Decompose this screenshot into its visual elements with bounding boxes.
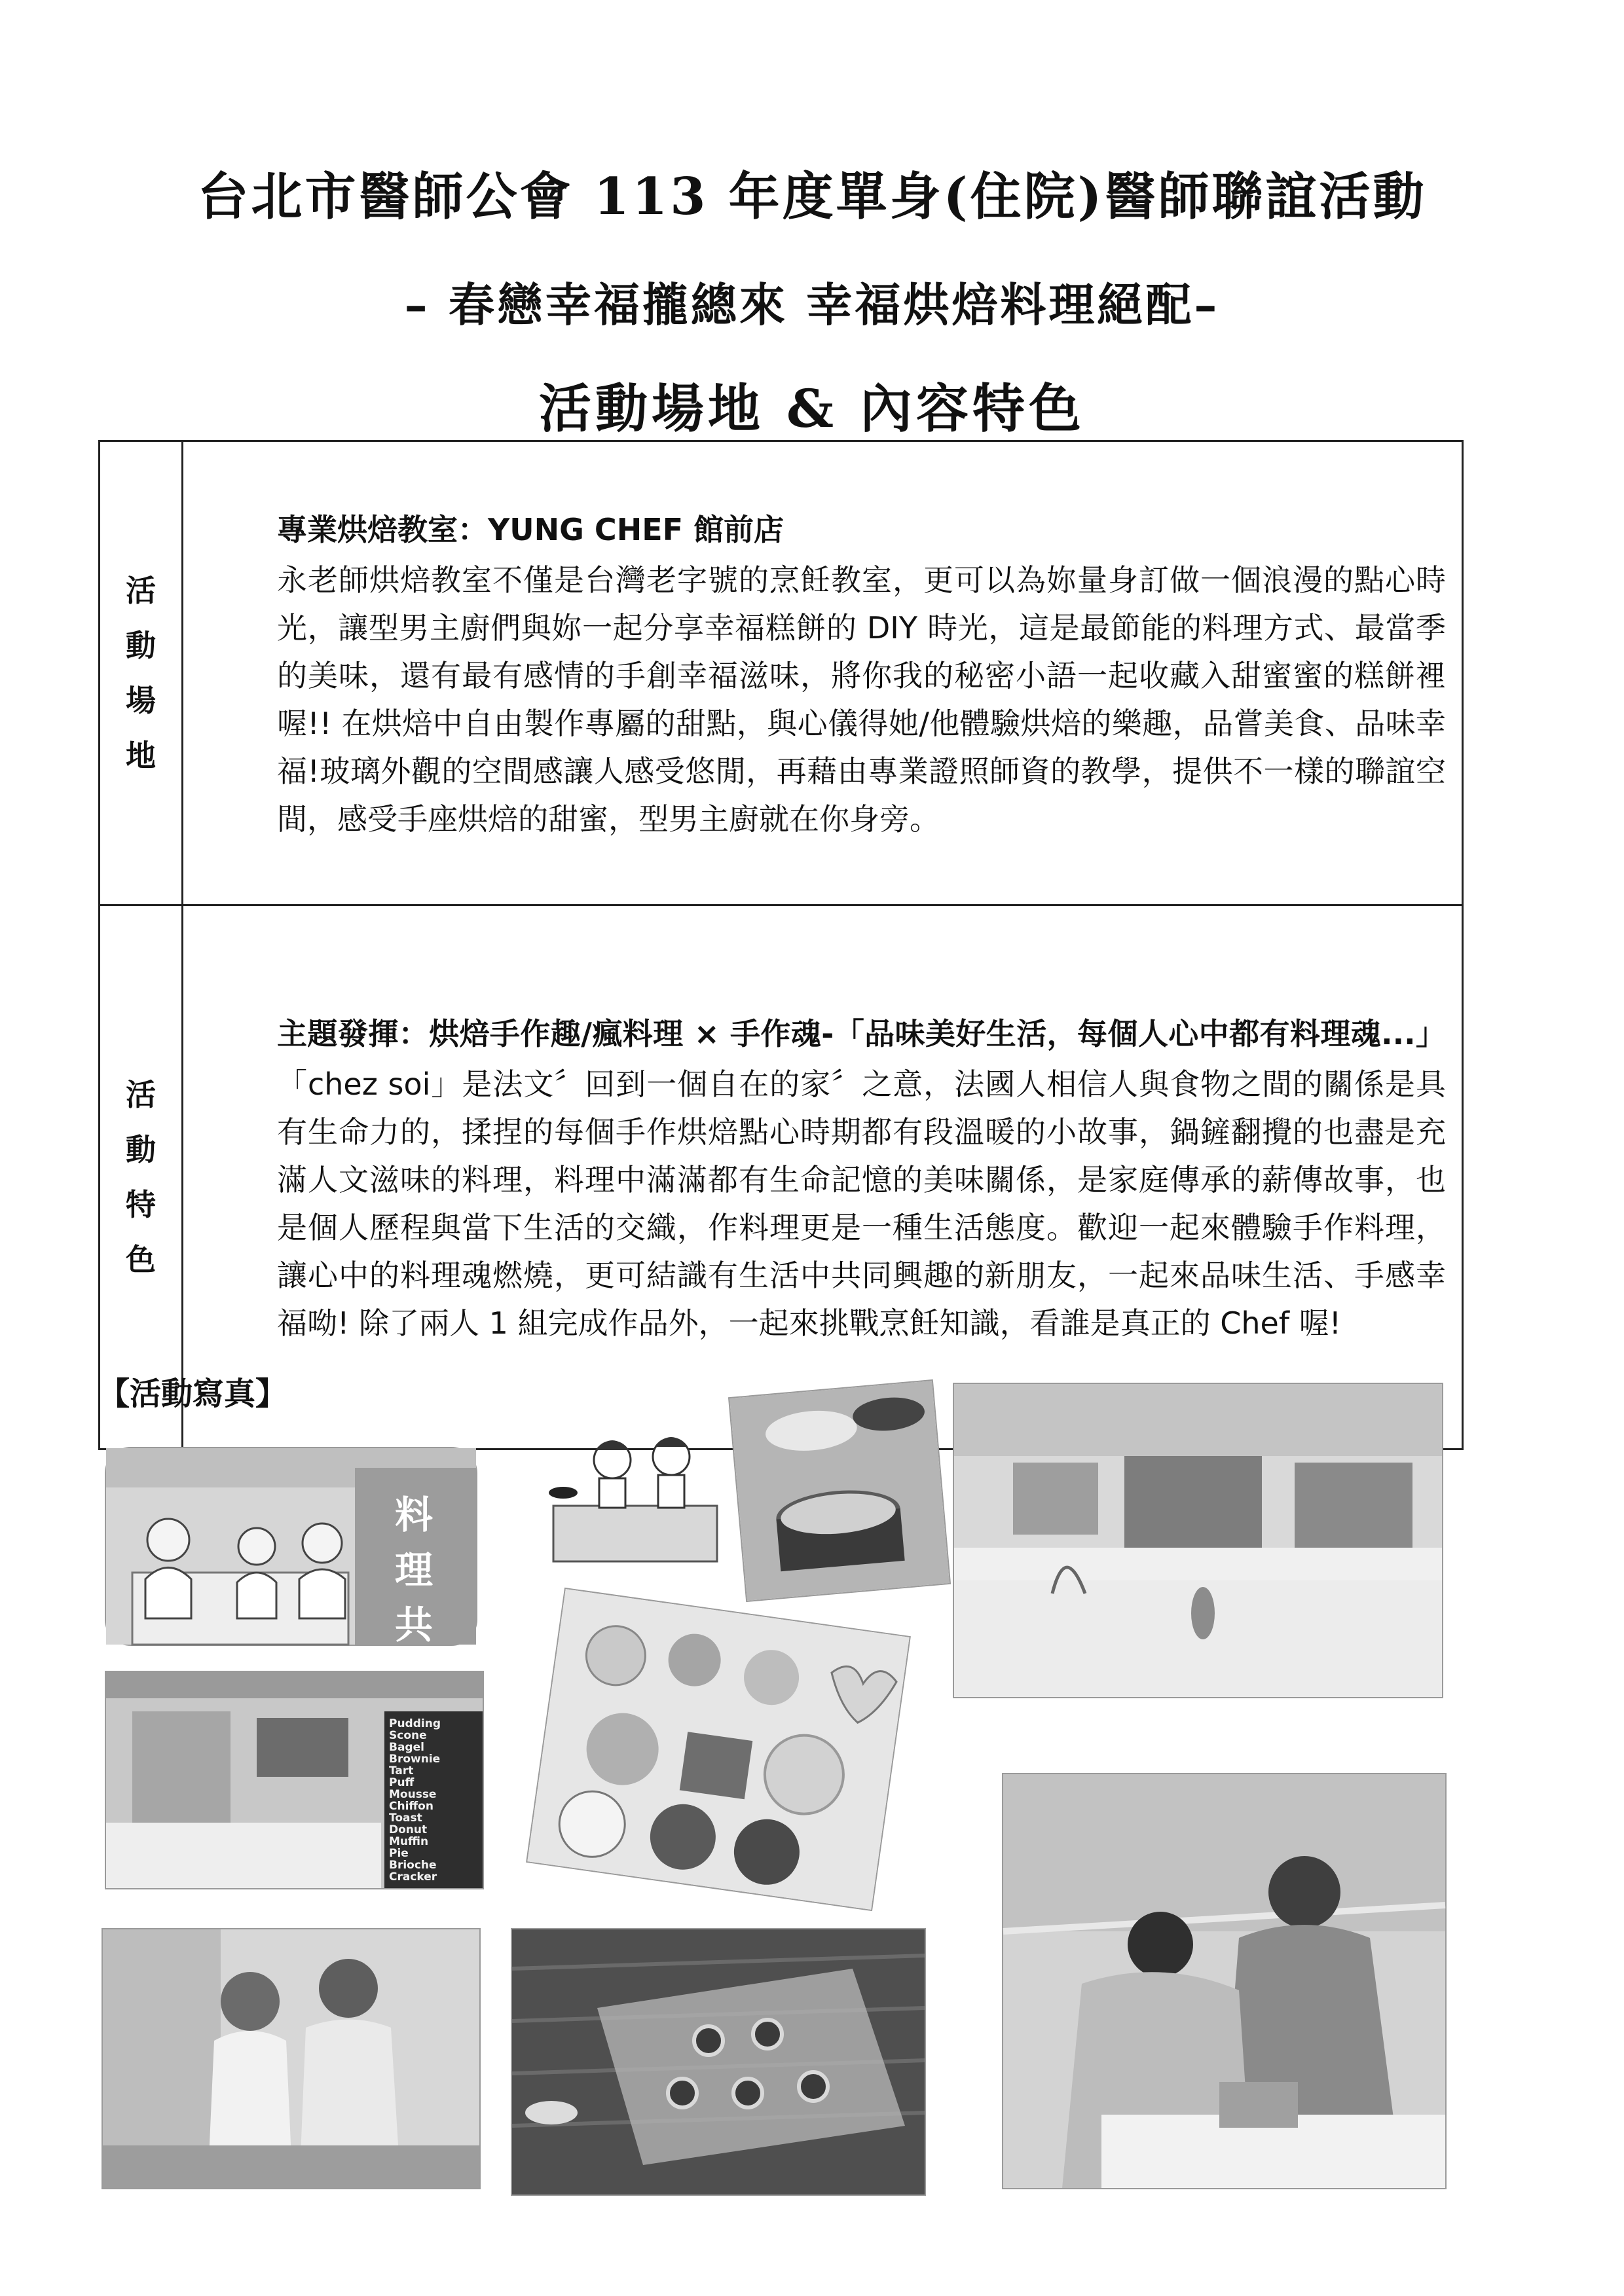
photos-label: 【活動寫真】 (98, 1376, 287, 1412)
features-paragraph (277, 1007, 1446, 1347)
features-side-label (100, 905, 183, 1449)
page-title: 台北市醫師公會 113 年度單身(住院)醫師聯誼活動 (197, 167, 1427, 227)
venue-side-char: 動 (126, 628, 156, 663)
classroom-photo (953, 1383, 1443, 1698)
venue-content (183, 441, 1463, 905)
cartoon-kitchen-photo (105, 1447, 477, 1646)
features-side-char: 特 (126, 1187, 156, 1222)
pastries-board-photo (511, 1928, 926, 2196)
couple-baking-photo (1002, 1773, 1447, 2189)
features-row (100, 905, 1463, 1449)
features-side-char: 色 (126, 1242, 156, 1277)
poster-word: Donut (389, 1823, 428, 1836)
features-side-char: 動 (126, 1132, 156, 1167)
venue-row (100, 441, 1463, 905)
poster-word: Cracker (389, 1870, 437, 1884)
poster-word: Chiffon (389, 1800, 434, 1813)
venue-side-label (100, 441, 183, 905)
poster-word: Pudding (389, 1717, 441, 1730)
venue-side-char: 活 (126, 573, 156, 608)
info-table (98, 440, 1464, 1450)
venue-heading: 專業烘焙教室：YUNG CHEF 館前店 (277, 512, 784, 547)
chefs-illustration (534, 1427, 730, 1561)
poster-word: Bagel (389, 1741, 424, 1754)
poster-word: Pie (389, 1847, 409, 1860)
dessert-poster (389, 1718, 481, 1883)
features-side-char: 活 (126, 1077, 156, 1112)
venue-side-char: 地 (126, 738, 156, 773)
poster-word: Mousse (389, 1788, 437, 1801)
cookies-photo (526, 1588, 911, 1911)
poster-word: Toast (389, 1812, 422, 1825)
poster-word: Puff (389, 1776, 415, 1789)
poster-word: Tart (389, 1764, 414, 1777)
features-content (183, 905, 1463, 1449)
venue-side-char: 場 (126, 683, 156, 718)
features-description: 「chez soi」是法文〞回到一個自在的家〞之意，法國人相信人與食物之間的關係是具有生命力的，揉捏的每個手作烘焙點心時期都有段溫暖的小故事，鍋鏟翻攪的也盡是充滿人文滋味的料理，料理中滿滿都有生命記憶的美味關係，是家庭傳承的薪傳故事，也是個人歷程與當下生活的交織，作料理更是一種生活態度。歡迎一起來體驗手作料理，讓心中的料理魂燃燒，更可結識有生活中共同興趣的新朋友，一起來品味生活、手感幸福呦! 除了兩人 1 組完成作品外，一起來挑戰烹飪知識，看誰是真正的 Chef 喔! (277, 1066, 1446, 1341)
page-subtitle: – 春戀幸福攏總來 幸福烘焙料理絕配– (404, 278, 1220, 332)
section-title: 活動場地 & 內容特色 (539, 378, 1085, 439)
poster-word: Muffin (389, 1835, 429, 1848)
cartoon-text: 料理共 (394, 1493, 433, 1647)
kitchen-poster-photo (105, 1671, 484, 1889)
venue-description: 永老師烘焙教室不僅是台灣老字號的烹飪教室，更可以為妳量身訂做一個浪漫的點心時光，讓型男主廚們與妳一起分享幸福糕餅的 DIY 時光，這是最節能的料理方式、最當季的美味，還有最有感情的手創幸福滋味，將你我的秘密小語一起收藏入甜蜜蜜的糕餅裡喔!! 在烘焙中自由製作專屬的甜點，與心儀得她/他體驗烘焙的樂趣，品嘗美食、品味幸福!玻璃外觀的空間感讓人感受悠閒，再藉由專業證照師資的教學，提供不一樣的聯誼空間，感受手座烘焙的甜蜜，型男主廚就在你身旁。 (277, 562, 1446, 837)
couple-cooking-photo (101, 1928, 481, 2189)
creme-brulee-photo (728, 1379, 951, 1602)
poster-word: Brioche (389, 1859, 437, 1872)
poster-word: Brownie (389, 1753, 441, 1766)
features-heading: 主題發揮：烘焙手作趣/瘋料理 × 手作魂-「品味美好生活，每個人心中都有料理魂...」 (277, 1016, 1446, 1051)
poster-word: Scone (389, 1729, 427, 1742)
